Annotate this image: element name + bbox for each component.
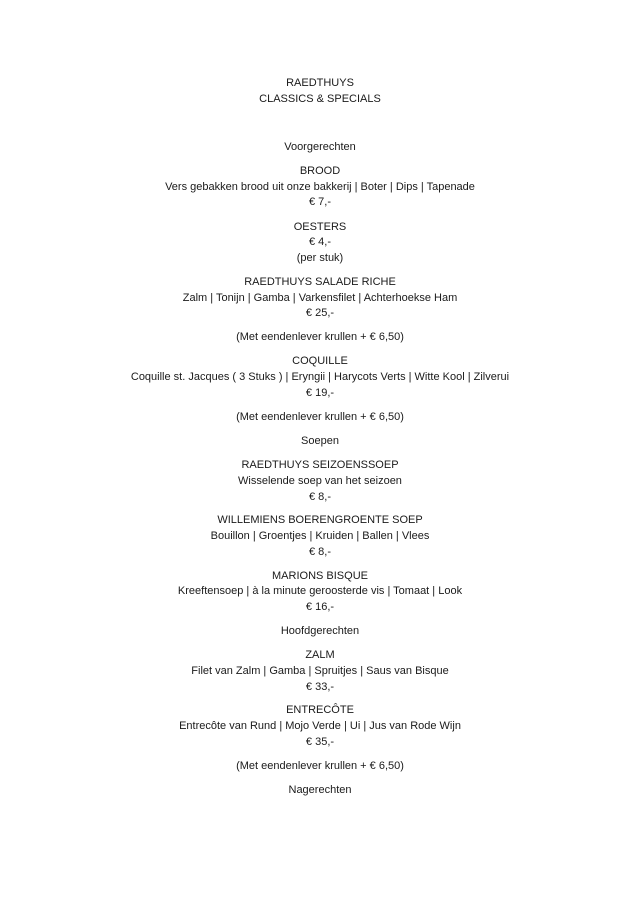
- dish-name-entrecote: ENTRECÔTE: [286, 704, 354, 716]
- page-subtitle: CLASSICS & SPECIALS: [259, 93, 381, 105]
- dish-description-entrecote: Entrecôte van Rund | Mojo Verde | Ui | Jus van Rode Wijn: [179, 720, 461, 732]
- section-heading-nagerechten: Nagerechten: [288, 784, 352, 796]
- dish-price-coquille: € 19,-: [305, 387, 335, 399]
- dish-description-brood: Vers gebakken brood uit onze bakkerij | Boter | Dips | Tapenade: [165, 181, 475, 193]
- section-heading-voorgerechten: Voorgerechten: [284, 141, 356, 153]
- dish-name-salade: RAEDTHUYS SALADE RICHE: [244, 276, 396, 288]
- dish-name-bisque: MARIONS BISQUE: [272, 570, 368, 582]
- dish-extra-entrecote: (Met eendenlever krullen + € 6,50): [236, 760, 404, 772]
- dish-price-salade: € 25,-: [305, 307, 335, 319]
- dish-price-zalm: € 33,-: [305, 681, 335, 693]
- dish-note-oesters: (per stuk): [296, 252, 344, 264]
- dish-name-boerengroente: WILLEMIENS BOERENGROENTE SOEP: [217, 514, 423, 526]
- dish-name-zalm: ZALM: [305, 649, 335, 661]
- page-title: RAEDTHUYS: [286, 77, 354, 89]
- dish-price-oesters: € 4,-: [308, 236, 331, 248]
- section-heading-soepen: Soepen: [301, 435, 339, 447]
- dish-name-coquille: COQUILLE: [292, 355, 348, 367]
- dish-price-bisque: € 16,-: [305, 601, 335, 613]
- dish-description-coquille: Coquille st. Jacques ( 3 Stuks ) | Eryngii | Harycots Verts | Witte Kool | Zilverui: [130, 371, 510, 383]
- section-heading-hoofdgerechten: Hoofdgerechten: [280, 625, 360, 637]
- dish-price-seizoenssoep: € 8,-: [308, 491, 331, 503]
- dish-name-seizoenssoep: RAEDTHUYS SEIZOENSSOEP: [241, 459, 399, 471]
- dish-price-boerengroente: € 8,-: [308, 546, 331, 558]
- dish-description-zalm: Filet van Zalm | Gamba | Spruitjes | Saus van Bisque: [191, 665, 449, 677]
- dish-name-brood: BROOD: [299, 165, 341, 177]
- dish-extra-coquille: (Met eendenlever krullen + € 6,50): [236, 411, 404, 423]
- dish-description-boerengroente: Bouillon | Groentjes | Kruiden | Ballen | Vlees: [210, 530, 430, 542]
- dish-description-bisque: Kreeftensoep | à la minute geroosterde vis | Tomaat | Look: [177, 585, 463, 597]
- dish-price-entrecote: € 35,-: [305, 736, 335, 748]
- dish-description-seizoenssoep: Wisselende soep van het seizoen: [238, 475, 402, 487]
- dish-description-salade: Zalm | Tonijn | Gamba | Varkensfilet | Achterhoekse Ham: [182, 292, 458, 304]
- dish-price-brood: € 7,-: [308, 196, 331, 208]
- dish-name-oesters: OESTERS: [293, 221, 347, 233]
- dish-extra-salade: (Met eendenlever krullen + € 6,50): [236, 331, 404, 343]
